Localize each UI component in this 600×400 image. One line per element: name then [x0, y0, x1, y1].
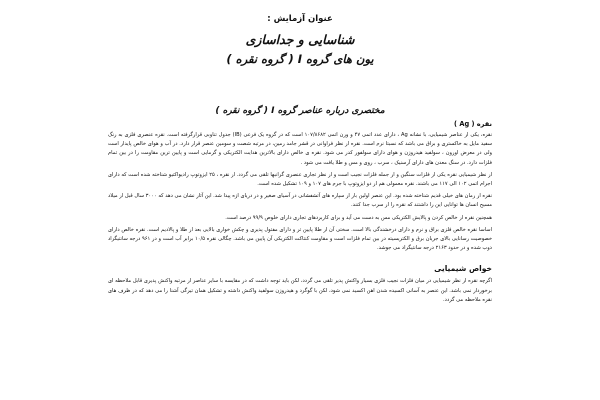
- paragraph-history: نقره از زمان های خیلی قدیم شناخته شده بود. این عنصر اولین بار از سپاره های آتشفشانی در آسیای صغیر و در دریای اژه پیدا شد. این آثار نشان می دهد که ۳۰۰۰ سال قبل از میلاد مسیح انسان ها توانایی این را داشتند که نقره را از سرب جدا کنند.: [108, 193, 492, 209]
- paragraph-chemical: اگرچه نقره از نظر شیمیایی در میان فلزات نجیب فلزی بسیار واکنش پذیر تلقی می گردد، لکن باید توجه داشت که در مقایسه با سایر عناصر از مرتبه واکنش پذیری قابل ملاحظه ای برخوردار نمی باشد. این عنصر به آسانی اکسیده شدن اهن اکسید نمی شود، لکن با گوگرد و هیدروژن سولفید واکنش داشته و تشکیل همان تیرگی آشنا را می دهد که در ظرف های نقره ملاحظه می گردد.: [108, 278, 492, 303]
- experiment-subtitle: یون های گروه I ( گروه نقره ): [226, 52, 374, 66]
- paragraph-intro: نقره، یکی از عناصر شیمیایی، با نشانه Ag ، دارای عدد اتمی ۴۷ و وزن اتمی ۱۰۷/۸۶۸۲ است که در گروه یک فرعی (IB) جدول تناوبی قرارگرفته است. نقره عنصری فلزی به رنگ سفید مایل به خاکستری و براق می باشد که نسبتا نرم است. نقره از نظر فراوانی در قشر جامد زمین، در مرتبه شصت و سومین عنصر قرار دارد. در آب و هوای خالص پایدار است ولی در معرض اوزون ، سولفید هیدروژن و هوای دارای سولفور کدر می شود. نقره ی خالص دارای بالاترین هدایت الکتریکی و گرمایی است و پایین ترین مقاومت را در بین تمام فلزات دارد. در سنگ معدن های دارای آرسنیک ، سرب ، روی و مس و طلا یافت می شود .: [108, 132, 493, 166]
- experiment-label: عنوان آزمایش :: [267, 14, 333, 24]
- paragraph-isotopes: از نظر شیمیایی نقره یکی از فلزات سنگین و از جمله فلزات نجیب است و از نظر تجاری عنصری گرانبها تلقی می گردد. از نقره ، ۲۵ ایزوتوپ رادیواکتیو شناخته شده است که دارای اجرام اتمی ۱۰۲ الی ۱۱۷ می باشند. نقره معمولی هم از دو ایزوتوپ با جرم های ۱۰۷ و ۱۰۹ تشکیل شده است.: [108, 171, 492, 188]
- section-title: مختصری درباره عناصر گروه I ( گروه نقره ): [215, 106, 385, 116]
- element-heading: نقره ( Ag ): [454, 120, 492, 128]
- experiment-title: شناسایی و جداسازی: [245, 32, 355, 47]
- title-block: [108, 14, 492, 67]
- paragraph-purity: همچنین نقره از خالص کردن و پالایش الکتریکی مس به دست می آید و برای کاربردهای تجاری دارای خلوص ۹۹/۹ درصد است.: [225, 214, 492, 221]
- paragraph-properties: اساسا نقره خالص فلزی براق و نرم و دارای درخشندگی بالا است. سختی آن از طلا پایین تر و دارای مفتول پذیری و چکش خواری بالایی بعد از طلا و پالادیم است. نقره خالص دارای خصوصیت رسانایی بالای جریان برق و الکتریسیته در بین تمام فلزات است و مقاومت کنتاکت الکتریکی آن پایین می باشد. چگالی نقره ۱۰/۵ برابر آب است و در ۹۶۱ درجه سانتیگراد ذوب شده و در حدود ۲۱۶۳ درجه سانتیگراد می جوشد.: [108, 226, 492, 252]
- chemical-properties-heading: خواص شیمیایی: [434, 264, 492, 274]
